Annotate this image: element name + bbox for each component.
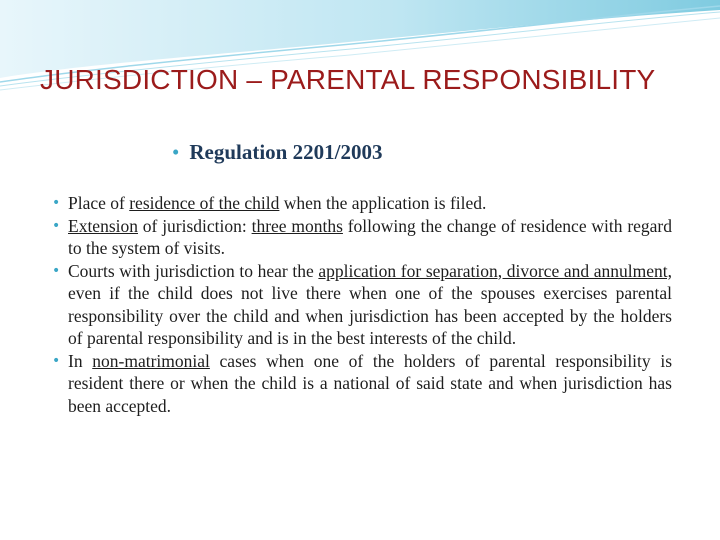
- bullet-dot-icon: •: [172, 140, 180, 164]
- bullet-item-extension: • Extension of jurisdiction: three months following the change of residence with regard to the system of visits.: [52, 215, 673, 258]
- bullet-dot-icon: •: [52, 195, 61, 211]
- underlined-term: three months: [251, 215, 343, 236]
- bullet-item-non-matrimonial: • In non-matrimonial cases when one of the holders of parental responsibility is resident there or when the child is a national of said state and when jurisdiction has been accepted.: [52, 350, 673, 416]
- bullet-dot-icon: •: [52, 217, 61, 234]
- bullet-dot-icon: •: [52, 352, 61, 369]
- bullet-list-container: [52, 192, 672, 417]
- bullet-list: [52, 192, 672, 417]
- bullet-dot-icon: •: [52, 262, 61, 279]
- regulation-label: Regulation 2201/2003: [189, 140, 383, 164]
- bullet-item-courts: • Courts with jurisdiction to hear the application for separation, divorce and annulment, even if the child does not live there when one of the spouses exercises parental responsibility over the child and when jurisdiction has been accepted by the holders of parental responsibility and is in the best interests of the child.: [52, 260, 672, 348]
- underlined-term: non-matrimonial: [92, 350, 210, 371]
- underlined-term: application for separation, divorce and annulment,: [318, 260, 672, 281]
- underlined-term: Extension: [68, 215, 138, 236]
- underlined-term: residence of the child: [129, 193, 280, 213]
- regulation-subheading: [172, 140, 382, 165]
- bullet-item-residence: • Place of residence of the child when the application is filed.: [52, 193, 487, 213]
- slide-title: JURISDICTION – PARENTAL RESPONSIBILITY: [40, 64, 656, 95]
